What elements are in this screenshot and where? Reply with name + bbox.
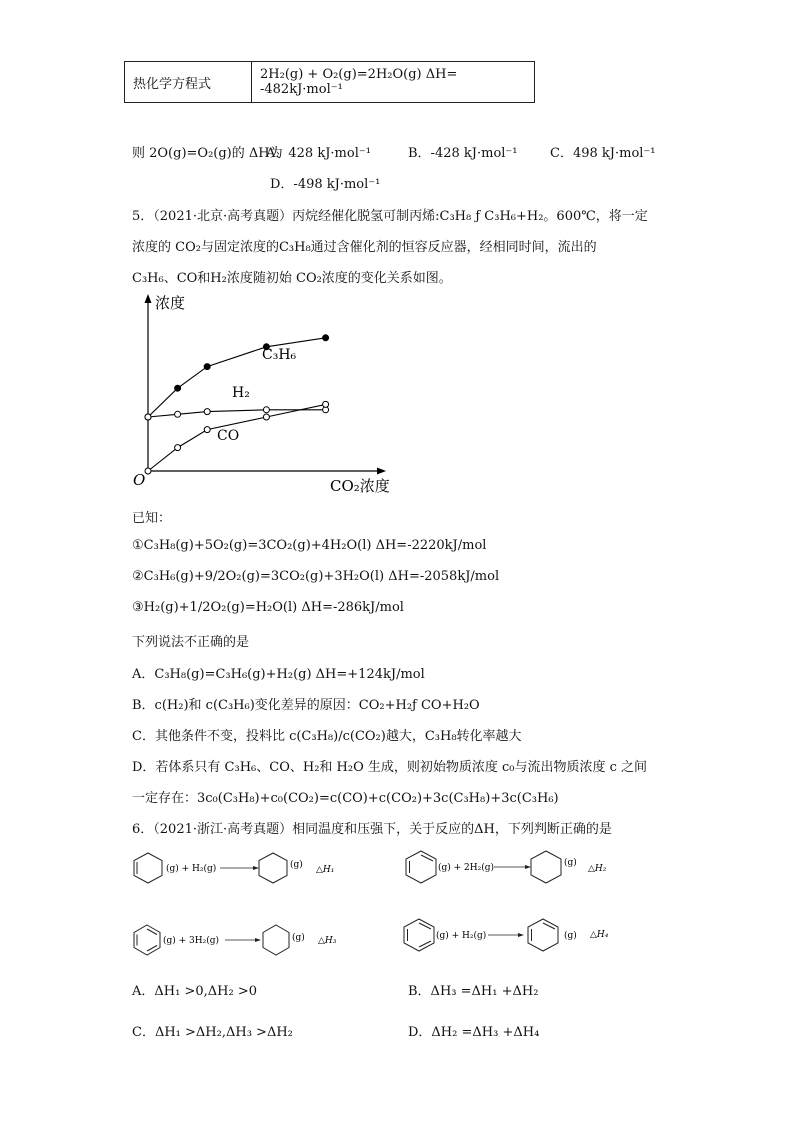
- q5-option-b: B．c(H₂)和 c(C₃H₆)变化差异的原因：CO₂+H₂ƒ CO+H₂O: [132, 698, 480, 713]
- reaction-3: [130, 923, 350, 959]
- benzene-icon: [404, 919, 434, 951]
- data-point-h2: [263, 407, 269, 413]
- reaction-2-mid: (g) + 2H₂(g): [438, 863, 495, 873]
- q4-stem: 则 2O(g)=O₂(g)的 ΔH为: [132, 146, 283, 161]
- q6-option-b: B．ΔH₃ =ΔH₁ +ΔH₂: [408, 984, 539, 999]
- q4-options-row: [132, 142, 283, 161]
- thermo-table: [124, 61, 535, 103]
- q6-option-c: C．ΔH₁ >ΔH₂,ΔH₃ >ΔH₂: [132, 1025, 293, 1040]
- q5-known: 已知：: [132, 511, 172, 526]
- reaction-1-mid: (g) + H₂(g): [166, 864, 217, 874]
- data-point-c3h6: [204, 364, 210, 370]
- q4-option-a: A．428 kJ·mol⁻¹: [266, 146, 371, 161]
- q4-option-c: C．498 kJ·mol⁻¹: [550, 146, 656, 161]
- data-point-co: [204, 427, 210, 433]
- q5-line3: C₃H₆、CO和H₂浓度随初始 CO₂浓度的变化关系如图。: [132, 271, 452, 286]
- q5-line2: 浓度的 CO₂与固定浓度的C₃H₈通过含催化剂的恒容反应器，经相同时间，流出的: [132, 240, 597, 255]
- reaction-4-mid: (g) + H₂(g): [436, 931, 487, 941]
- series-label-c3h6: C₃H₆: [262, 347, 297, 363]
- cyclohexane-icon: [263, 925, 289, 955]
- reaction-2: [402, 848, 622, 888]
- q4-option-b: B．-428 kJ·mol⁻¹: [408, 146, 518, 161]
- q6-option-a: A．ΔH₁ >0,ΔH₂ >0: [132, 984, 257, 999]
- data-point-h2: [175, 411, 181, 417]
- q5-eq2: ②C₃H₆(g)+9/2O₂(g)=3CO₂(g)+3H₂O(l) ΔH=-2058kJ/mol: [132, 569, 500, 584]
- y-axis-arrow-icon: [145, 294, 152, 303]
- q5-option-d-line2: 一定存在：3c₀(C₃H₈)+c₀(CO₂)=c(CO)+c(CO₂)+3c(C₃H₈)+3c(C₃H₆): [132, 791, 559, 806]
- reaction-4: [400, 916, 630, 956]
- data-point-c3h6: [323, 335, 329, 341]
- q4-option-d: D．-498 kJ·mol⁻¹: [270, 177, 381, 192]
- series-label-co: CO: [217, 428, 240, 444]
- reaction-3-mid: (g) + 3H₂(g): [163, 936, 220, 946]
- reaction-3-dh: △H₃: [318, 936, 337, 946]
- data-point-h2: [204, 409, 210, 415]
- q5-line1: 5．（2021·北京·高考真题）丙烷经催化脱氢可制丙烯:C₃H₈ ƒ C₃H₆+H₂。600℃，将一定: [132, 209, 648, 224]
- y-axis-label: 浓度: [155, 294, 186, 312]
- reaction-1-end: (g): [290, 860, 303, 870]
- q5-option-a: A．C₃H₈(g)=C₃H₆(g)+H₂(g) ΔH=+124kJ/mol: [132, 667, 425, 682]
- reaction-2-dh: △H₂: [588, 864, 607, 874]
- reaction-1-dh: △H₁: [316, 865, 335, 875]
- q6-stem: 6．（2021·浙江·高考真题）相同温度和压强下，关于反应的ΔH，下列判断正确的是: [132, 822, 612, 837]
- q5-option-d-line1: D．若体系只有 C₃H₆、CO、H₂和 H₂O 生成，则初始物质浓度 c₀与流出物质浓度 c 之间: [132, 760, 648, 775]
- data-point-co: [145, 468, 151, 474]
- x-axis-arrow-icon: [377, 468, 386, 475]
- data-point-co: [263, 414, 269, 420]
- q5-option-c: C．其他条件不变，投料比 c(C₃H₈)/c(CO₂)越大，C₃H₈转化率越大: [132, 729, 522, 744]
- origin-label: O: [133, 471, 146, 489]
- cyclohexadiene-icon: [406, 851, 436, 883]
- reaction-2-end: (g): [564, 858, 577, 868]
- data-point-h2: [145, 414, 151, 420]
- cyclohexene-icon: [134, 853, 162, 883]
- series-label-h2: H₂: [232, 385, 250, 401]
- concentration-chart: [125, 288, 405, 498]
- q6-option-d: D．ΔH₂ =ΔH₃ +ΔH₄: [408, 1025, 540, 1040]
- reaction-1: [128, 850, 348, 886]
- table-equation: 2H₂(g) + O₂(g)=2H₂O(g) ΔH= -482kJ·mol⁻¹: [252, 62, 535, 103]
- series-layer: [145, 335, 329, 474]
- q5-prompt: 下列说法不正确的是: [132, 635, 250, 650]
- data-point-c3h6: [175, 385, 181, 391]
- series-line-c3h6: [148, 338, 326, 417]
- cyclohexane-icon: [531, 851, 561, 883]
- data-point-co: [323, 401, 329, 407]
- x-axis-label: CO₂浓度: [330, 477, 390, 495]
- cyclohexane-icon: [259, 853, 287, 883]
- reaction-4-dh: △H₄: [590, 930, 609, 940]
- data-point-co: [175, 445, 181, 451]
- q5-eq1: ①C₃H₈(g)+5O₂(g)=3CO₂(g)+4H₂O(l) ΔH=-2220kJ/mol: [132, 538, 487, 553]
- cyclohexadiene-icon: [528, 919, 558, 951]
- reaction-4-end: (g): [564, 931, 577, 941]
- reaction-3-end: (g): [292, 933, 305, 943]
- q5-eq3: ③H₂(g)+1/2O₂(g)=H₂O(l) ΔH=-286kJ/mol: [132, 600, 404, 615]
- table-label: 热化学方程式: [125, 62, 252, 103]
